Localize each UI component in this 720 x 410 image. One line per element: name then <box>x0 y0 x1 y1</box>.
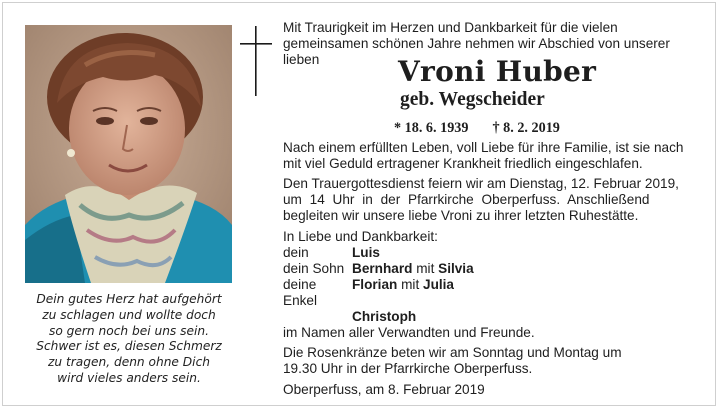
poem-line: zu schlagen und wollte doch <box>42 307 216 322</box>
family-row <box>283 309 474 325</box>
family-name: Florian <box>352 276 398 292</box>
death-date: † 8. 2. 2019 <box>492 119 560 136</box>
poem-line: wird vieles anders sein. <box>57 370 201 385</box>
deceased-name: Vroni Huber <box>398 54 597 88</box>
family-row <box>283 277 474 309</box>
portrait-photo <box>25 25 232 283</box>
intro-line: lieben <box>283 52 320 68</box>
paragraph-line: Nach einem erfüllten Leben, voll Liebe für ihre Familie, ist sie nach <box>283 139 684 155</box>
poem-line: zu tragen, denn ohne Dich <box>48 355 210 370</box>
family-row <box>283 245 474 261</box>
relation-label: dein Sohn <box>283 260 345 276</box>
family-name: Silvia <box>438 260 474 276</box>
life-dates <box>283 119 693 137</box>
relation-label: dein <box>283 244 309 260</box>
family-name: Christoph <box>352 308 417 324</box>
paragraph-line: Den Trauergottesdienst feiern wir am Dienstag, 12. Februar 2019, <box>283 176 679 192</box>
birth-date: * 18. 6. 1939 <box>394 119 469 136</box>
place-date: Oberperfuss, am 8. Februar 2019 <box>283 382 485 398</box>
thanks-line: In Liebe und Dankbarkeit: <box>283 228 438 244</box>
poem-line: so gern noch bei uns sein. <box>48 323 209 338</box>
family-name: Julia <box>423 276 454 292</box>
intro-line: Mit Traurigkeit im Herzen und Dankbarkeit für die vielen <box>283 20 618 35</box>
rosary-line: 19.30 Uhr in der Pfarrkirche Oberperfuss. <box>283 361 533 377</box>
relatives-line: im Namen aller Verwandten und Freunde. <box>283 324 535 340</box>
maiden-name: geb. Wegscheider <box>400 88 545 110</box>
paragraph-line: begleiten wir unsere liebe Vroni zu ihrer letzten Ruhestätte. <box>283 208 639 224</box>
cross-icon <box>240 26 272 96</box>
connector-word: mit <box>416 260 435 276</box>
rosary-line: Die Rosenkränze beten wir am Sonntag und Montag um <box>283 345 622 361</box>
connector-word: mit <box>401 276 420 292</box>
family-name: Luis <box>352 244 380 260</box>
intro-line: gemeinsamen schönen Jahre nehmen wir Abschied von unserer <box>283 36 670 52</box>
family-name: Bernhard <box>352 260 413 276</box>
family-row <box>283 261 474 277</box>
paragraph-line: mit viel Geduld ertragener Krankheit friedlich eingeschlafen. <box>283 155 643 171</box>
memorial-poem <box>16 292 242 387</box>
poem-line: Schwer ist es, diesen Schmerz <box>36 339 222 354</box>
relation-label: deine Enkel <box>283 276 318 308</box>
notice-text <box>283 20 693 399</box>
poem-line: Dein gutes Herz hat aufgehört <box>36 292 222 306</box>
paragraph-line: um 14 Uhr in der Pfarrkirche Oberperfuss. Anschließend <box>283 192 650 208</box>
family-list <box>283 245 474 325</box>
